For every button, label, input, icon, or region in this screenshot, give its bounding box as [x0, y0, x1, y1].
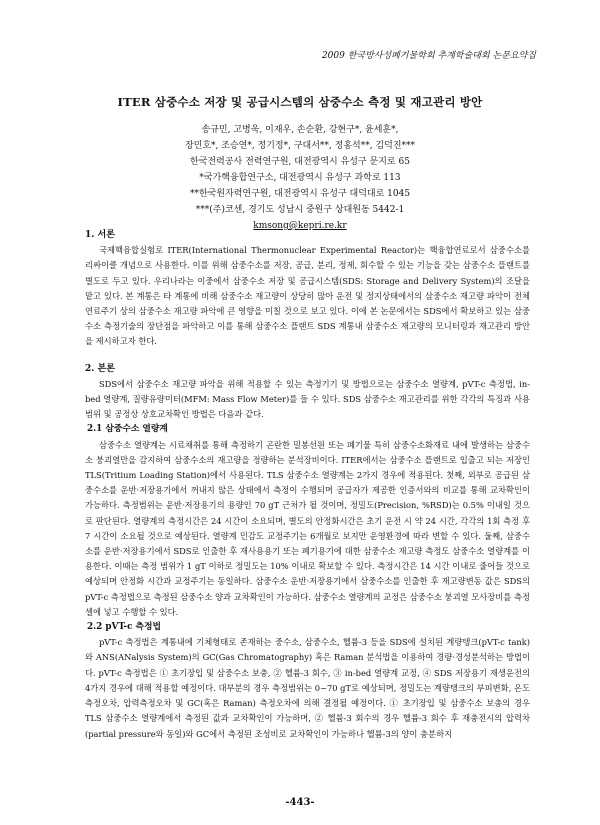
- subsection-heading-pvtc: 2.2 pVT-c 측정법: [87, 622, 161, 633]
- author-line: 장민호*, 조승연*, 정기정*, 구대서**, 정홍석**, 김덕진***: [184, 141, 416, 151]
- section-heading-intro: 1. 서론: [85, 230, 115, 240]
- affiliation-line: **한국원자력연구원, 대전광역시 유성구 대덕대로 1045: [189, 189, 411, 199]
- affiliation-line: ***(주)코센, 경기도 성남시 중원구 상대원동 5442-1: [195, 205, 405, 215]
- paper-body: [85, 228, 530, 742]
- running-head: 2009 한국방사성폐기물학회 추계학술대회 논문요약집: [321, 51, 536, 61]
- author-email-link[interactable]: kmsong@kepri.re.kr: [253, 221, 347, 231]
- section-heading-main: 2. 본론: [85, 363, 115, 374]
- main-paragraph: SDS에서 삼중수소 재고량 파악을 위해 적용할 수 있는 측정기기 및 방법으로는 삼중수소 열량계, pVT-c 측정법, in-bed 열량계, 질량유량미터(MFM: Mass Flow Meter)를 들 수 있다. SDS 삼중수소 재고관리를 위한 각각의 특징과 사용 범위 및 공정상 상호교차확인 방법은 다음과 같다.: [85, 378, 530, 420]
- subsection-heading-calorimeter: 2.1 삼중수소 열량계: [87, 424, 168, 435]
- author-line: 송규민, 고병욱, 이재우, 손순환, 강현구*, 윤세훈*,: [201, 125, 399, 135]
- pvtc-paragraph: pVT-c 측정법은 계통내에 기체형태로 존재하는 중수소, 삼중수소, 헬륨-3 등을 SDS에 설치된 계량탱크(pVT-c tank)와 ANS(ANalysis System)의 GC(Gas Chromatography) 혹은 Raman 분석법을 이용하여 경량·경성분석하는 방법이다. pVT-c 측정법은 ① 초기장입 및 삼중수소 보충, ② 헬륨-3 회수, ③ in-bed 열량계 교정, ④ SDS 저장용기 재생운전의 4가지 경우에 대해 적용할 예정이다. 대부분의 경우 측정범위는 0~70 gT로 예상되며, 정밀도는 계량탱크의 부피변화, 온도측정오차, 압력측정오차 및 GC(혹은 Raman) 측정오차에 의해 결정될 예정이다. ① 초기장입 및 삼중수소 보충의 경우 TLS 삼중수소 열량계에서 측정된 값과 교차확인이 가능하며, ② 헬륨-3 회수의 경우 헬륨-3 회수 후 재충전시의 압력차(partial pressure와 동일)와 GC에서 측정된 조성비로 교차확인이 가능하나 헬륨-3의 양이 충분하지: [85, 637, 530, 739]
- intro-paragraph: 국제핵융합실험로 ITER(International Thermonuclear Experimental Reactor)는 핵융합연료로서 삼중수소를 리싸이클 개념으로 사용한다. 이를 위해 삼중수소를 저장, 공급, 분리, 정제, 회수할 수 있는 기능을 갖는 삼중수소 플랜트를 별도로 두고 있다. 우리나라는 이중에서 삼중수소 저장 및 공급시스템(SDS: Storage and Delivery System)의 조달을 맡고 있다. 본 계통은 타 계통에 비해 삼중수소 재고량이 상당히 많아 운전 및 정지상태에서의 삼중수소 재고량 파악이 전체 연료주기 상의 삼중수소 재고량 파악에 큰 영향을 미칠 것으로 보고 있다. 이에 본 논문에서는 SDS에서 확보하고 있는 삼중수소 측정기술의 장단점을 파악하고 이를 통해 삼중수소 플랜트 SDS 계통내 삼중수소 재고량의 모니터링과 재고관리 방안을 제시하고자 한다.: [85, 245, 530, 347]
- paper-title: ITER 삼중수소 저장 및 공급시스템의 삼중수소 측정 및 재고관리 방안: [117, 95, 483, 109]
- author-block: [40, 122, 560, 234]
- affiliation-line: *국가핵융합연구소, 대전광역시 유성구 과학로 113: [199, 173, 401, 183]
- page-number: -443-: [285, 797, 315, 808]
- affiliation-line: 한국전력공사 전력연구원, 대전광역시 유성구 문지로 65: [190, 157, 410, 167]
- calorimeter-paragraph: 삼중수소 열량계는 시료채취를 통해 측정하기 곤란한 밀봉선원 또는 폐기물 특히 삼중수소화재료 내에 발생하는 삼중수소 붕괴열만을 감지하여 삼중수소의 재고량을 정량하는 분석장비이다. ITER에서는 삼중수소 플랜트로 입출고 되는 저장인 TLS(Tritium Loading Station)에서 사용된다. TLS 삼중수소 열량계는 2가지 경우에 적용된다. 첫째, 외부로 공급된 삼중수소를 운반·저장용기에서 꺼내지 않은 상태에서 측정이 수행되며 공급자가 제공한 인증서와의 비교를 통해 교차확인이 가능하다. 측정범위는 운반·저장용기의 용량인 70 gT 근처가 될 것이며, 정밀도(Precision, %RSD)는 0.5% 이내일 것으로 판단된다. 열량계의 측정시간은 24 시간이 소요되며, 별도의 안정화시간은 초기 운전 시 약 24 시간, 각각의 1회 측정 후 7 시간이 소요될 것으로 예상된다. 열량계 민감도 교정주기는 6개월로 보지만 운영환경에 따라 변할 수 있다. 둘째, 삼중수소를 운반·저장용기에서 SDS로 인출한 후 재사용용기 또는 폐기용기에 대한 삼중수소 재고량 측정도 삼중수소 열량계를 이용한다. 이때는 측정 범위가 1 gT 이하로 정밀도는 10% 이내로 확보할 수 있다. 측정시간은 14 시간 이내로 줄어들 것으로 예상되며 안정화 시간과 교정주기는 동일하다. 삼중수소 운반·저장용기에서 삼중수소를 인출한 후 재고량변동 값은 SDS의 pVT-c 측정법으로 측정된 삼중수소 양과 교차확인이 가능하다. 삼중수소 열량계의 교정은 삼중수소 붕괴열 모사장비를 측정셀에 넣고 수행할 수 있다.: [85, 439, 530, 617]
